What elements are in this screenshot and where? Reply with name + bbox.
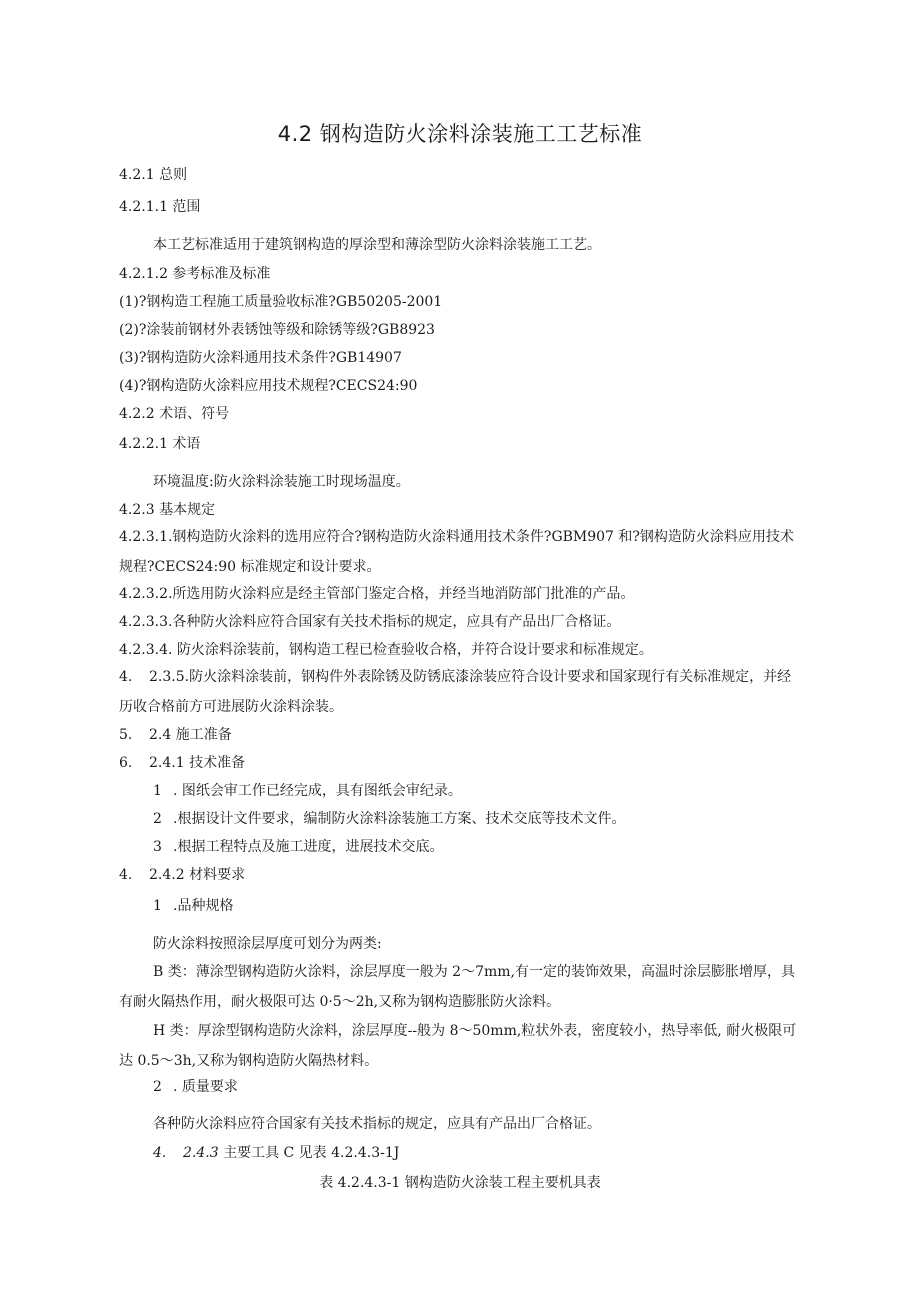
table-caption: 表 4.2.4.3-1 钢构造防火涂装工程主要机具表 <box>319 1175 601 1191</box>
list-number: 4. <box>153 1145 167 1161</box>
page-title: 4.2 钢构造防火涂料涂装施工工艺标准 <box>277 122 643 146</box>
list-number: 4. <box>119 867 133 883</box>
section-label: 2.4 施工准备 <box>149 727 232 743</box>
list-item <box>153 781 462 801</box>
rule-paragraph: 4.2.3.2.所选用防火涂料应是经主管部门鉴定合格，并经当地消防部门批准的产品。 <box>119 586 635 602</box>
paragraph: H 类：厚涂型钢构造防火涂料，涂层厚度--般为 8～50mm,粒状外表，密度较小，热导率低, 耐火极限可达 0.5～3h,又称为钢构造防火隔热材料。 <box>119 1023 797 1069</box>
reference-item: (4)?钢构造防火涂料应用技术规程?CECS24:90 <box>119 378 418 394</box>
section-number: 2.4.3 <box>183 1145 219 1161</box>
rule-paragraph: 4.2.3.4. 防火涂料涂装前，钢构造工程已检查验收合格，并符合设计要求和标准规定。 <box>119 642 653 658</box>
section-heading: 4.2.2.1 术语 <box>119 436 201 452</box>
list-number: 3 <box>153 839 162 855</box>
section-heading: 4.2.2 术语、符号 <box>119 406 230 422</box>
section-label: 主要工具 C 见表 4.2.4.3-1J <box>218 1145 400 1161</box>
section-heading: 4.2.1.2 参考标准及标准 <box>119 266 271 282</box>
list-number: 2 <box>153 811 162 827</box>
paragraph: 防火涂料按照涂层厚度可划分为两类: <box>153 936 382 952</box>
section-heading <box>119 753 245 773</box>
section-heading: 4.2.1 总则 <box>119 167 188 183</box>
list-number: 1 <box>153 898 162 914</box>
reference-item: (3)?钢构造防火涂料通用技术条件?GB14907 <box>119 350 402 366</box>
reference-item: (2)?涂装前钢材外表锈蚀等级和除锈等级?GB8923 <box>119 322 435 338</box>
list-text: . 图纸会审工作已经完成，具有图纸会审纪录。 <box>173 783 462 799</box>
section-label: 2.4.1 技术准备 <box>149 755 246 771</box>
rule-paragraph: 4.2.3.1.钢构造防火涂料的选用应符合?钢构造防火涂料通用技术条件?GBM907 和?钢构造防火涂料应用技术规程?CECS24:90 标准规定和设计要求。 <box>119 529 794 575</box>
list-number: 4. <box>119 669 133 685</box>
list-text: .根据工程特点及施工进度，进展技术交底。 <box>173 839 444 855</box>
list-item <box>153 896 233 916</box>
list-text: .品种规格 <box>173 898 234 914</box>
reference-item: (1)?钢构造工程施工质量验收标准?GB50205-2001 <box>119 294 443 310</box>
section-heading <box>119 725 232 745</box>
list-number: 2 <box>153 1079 162 1095</box>
list-item <box>153 809 625 829</box>
list-number: 6. <box>119 755 133 771</box>
list-number: 5. <box>119 727 133 743</box>
section-label: 2.4.2 材料要求 <box>149 867 246 883</box>
section-heading <box>153 1143 399 1163</box>
list-text: . 质量要求 <box>173 1079 238 1095</box>
list-text: .根据设计文件要求，编制防火涂料涂装施工方案、技术交底等技术文件。 <box>173 811 626 827</box>
rule-text: 2.3.5.防火涂料涂装前，钢构件外表除锈及防锈底漆涂装应符合设计要求和国家现行有关标准规定，并经历收合格前方可进展防火涂料涂装。 <box>119 669 792 715</box>
section-heading: 4.2.3 基本规定 <box>119 502 216 518</box>
paragraph: 各种防火涂料应符合国家有关技术指标的规定，应具有产品出厂合格证。 <box>153 1116 601 1132</box>
paragraph: 本工艺标准适用于建筑钢构造的厚涂型和薄涂型防火涂料涂装施工工艺。 <box>153 237 601 253</box>
list-item <box>153 1077 238 1097</box>
paragraph: B 类：薄涂型钢构造防火涂料，涂层厚度一般为 2～7mm,有一定的装饰效果，高温时涂层膨胀增厚，具有耐火隔热作用，耐火极限可达 0·5～2h,又称为钢构造膨胀防火涂料。 <box>119 964 796 1010</box>
section-heading: 4.2.1.1 范围 <box>119 199 201 215</box>
list-item <box>153 837 443 857</box>
rule-paragraph: 4.2.3.3.各种防火涂料应符合国家有关技术指标的规定，应具有产品出厂合格证。 <box>119 614 621 630</box>
list-number: 1 <box>153 783 162 799</box>
paragraph: 环境温度:防火涂料涂装施工时现场温度。 <box>153 474 410 490</box>
section-heading <box>119 865 245 885</box>
rule-paragraph <box>119 662 799 722</box>
